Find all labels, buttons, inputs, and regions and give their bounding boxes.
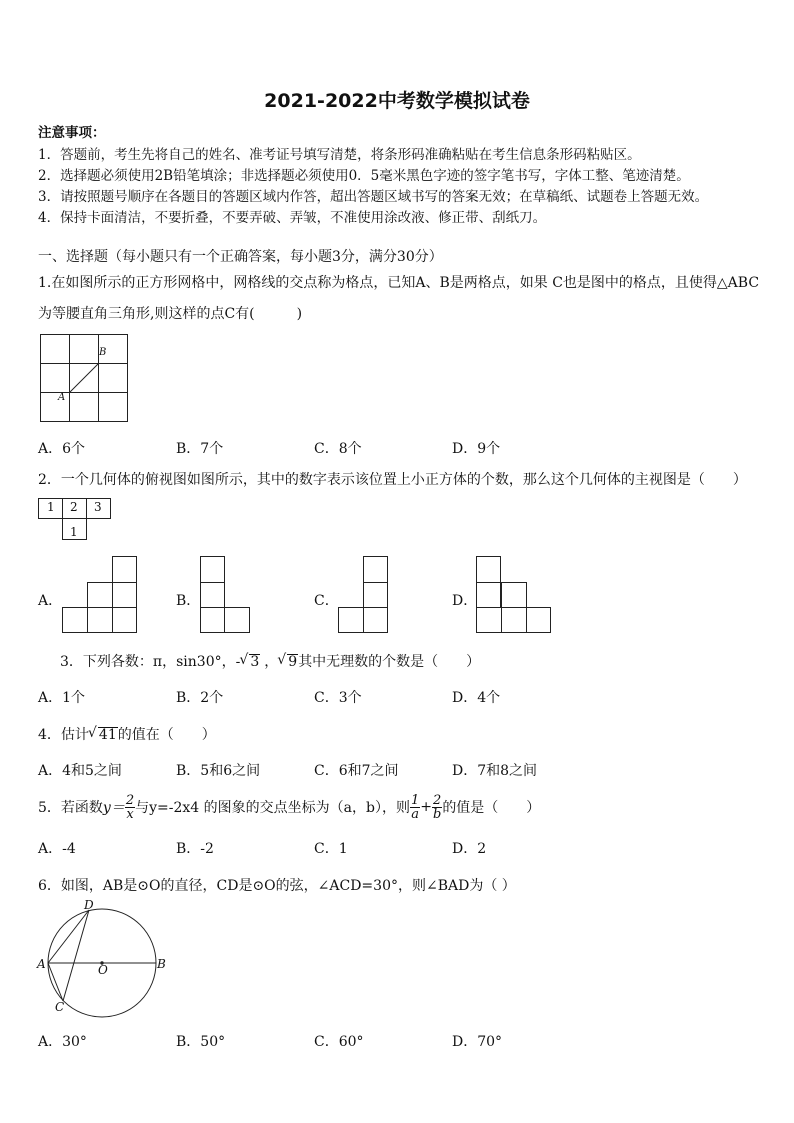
- point-a-label: A: [37, 957, 46, 971]
- point-o-label: O: [98, 963, 108, 977]
- notice-item: 4．保持卡面清洁，不要折叠，不要弄破、弄皱，不准使用涂改液、修正带、刮纸刀。: [38, 210, 547, 226]
- q2-option-c-figure[interactable]: [338, 556, 390, 634]
- q1-option-c[interactable]: C．8个: [314, 441, 362, 457]
- frac-numerator: 2: [433, 792, 442, 808]
- sqrt-3: √ 3: [249, 654, 260, 670]
- q5-option-d[interactable]: D．2: [452, 841, 487, 857]
- q1-option-a[interactable]: A．6个: [38, 441, 86, 457]
- q5-plus: +: [420, 799, 432, 815]
- q6-option-c[interactable]: C．60°: [314, 1034, 364, 1050]
- frac-denominator: x: [126, 806, 134, 822]
- frac-numerator: 2: [125, 792, 135, 808]
- q2-option-b-figure[interactable]: [200, 556, 252, 634]
- notice-heading: 注意事项：: [38, 125, 106, 141]
- q6-option-b[interactable]: B．50°: [176, 1034, 226, 1050]
- q2-text: 2．一个几何体的俯视图如图所示，其中的数字表示该位置上小正方体的个数，那么这个几何体的主视图是（ ）: [38, 472, 747, 488]
- point-c-label: C: [55, 1000, 65, 1014]
- top-view-cell: 1: [70, 525, 78, 539]
- q4-option-d[interactable]: D．7和8之间: [452, 763, 538, 779]
- q6-text: 6．如图，AB是⊙O的直径，CD是⊙O的弦，∠ACD=30°，则∠BAD为（ ）: [38, 878, 516, 894]
- notice-item: 2．选择题必须使用2B铅笔填涂；非选择题必须使用0．5毫米黑色字迹的签字笔书写，字体工整、笔迹清楚。: [38, 168, 690, 184]
- point-a-label: A: [58, 392, 66, 403]
- sqrt-9: √ 9: [287, 654, 298, 670]
- q2-option-d-label[interactable]: D．: [452, 593, 478, 609]
- fraction-2-over-b: [432, 794, 442, 821]
- q3-text: [60, 651, 480, 671]
- q5-y-eq: y＝: [102, 800, 125, 816]
- q1-grid-figure: [40, 334, 130, 424]
- q1-option-b[interactable]: B．7个: [176, 441, 224, 457]
- q1-option-d[interactable]: D．9个: [452, 441, 501, 457]
- q5-text: [38, 788, 540, 826]
- frac-denominator: a: [411, 806, 419, 822]
- q3-option-b[interactable]: B．2个: [176, 690, 224, 706]
- fraction-2-over-x: [125, 794, 135, 821]
- section-heading: 一、选择题（每小题只有一个正确答案，每小题3分，满分30分）: [38, 249, 443, 265]
- q5-option-a[interactable]: A．-4: [38, 841, 76, 857]
- q3-option-c[interactable]: C．3个: [314, 690, 362, 706]
- q2-option-a-label[interactable]: A．: [38, 593, 63, 609]
- q2-option-b-label[interactable]: B．: [176, 593, 201, 609]
- q3-option-a[interactable]: A．1个: [38, 690, 86, 706]
- q5-mid: 与y=-2x4 的图象的交点坐标为（a，b），则: [135, 800, 410, 816]
- q2-option-d-figure[interactable]: [476, 556, 552, 634]
- point-b-label: B: [99, 347, 107, 358]
- q4-option-c[interactable]: C．6和7之间: [314, 763, 399, 779]
- q5-option-c[interactable]: C．1: [314, 841, 348, 857]
- notice-item: 1．答题前，考生先将自己的姓名、准考证号填写清楚，将条形码准确粘贴在考生信息条形码粘贴区。: [38, 147, 641, 163]
- q4-suffix: 的值在（ ）: [117, 727, 216, 743]
- frac-numerator: 1: [410, 792, 420, 808]
- q3-mid: ，: [264, 654, 279, 670]
- q5-suffix: 的值是（ ）: [442, 800, 541, 816]
- top-view-cell: 3: [94, 500, 102, 514]
- q4-prefix: 4．估计: [38, 727, 89, 743]
- q6-option-d[interactable]: D．70°: [452, 1034, 503, 1050]
- q5-prefix: 5．若函数: [38, 800, 103, 816]
- top-view-cell: 1: [47, 500, 55, 514]
- page-title: 2021-2022中考数学模拟试卷: [264, 90, 530, 112]
- q4-option-a[interactable]: A．4和5之间: [38, 763, 122, 779]
- q2-option-c-label[interactable]: C．: [314, 593, 339, 609]
- q2-option-a-figure[interactable]: [62, 556, 138, 634]
- q1-line1: 1.在如图所示的正方形网格中，网格线的交点称为格点，已知A、B是两格点，如果 C也是图中的格点，且使得△ABC: [38, 275, 760, 291]
- frac-denominator: b: [432, 806, 442, 822]
- point-b-label: B: [157, 957, 166, 971]
- q4-text: [38, 724, 216, 744]
- sqrt-41: √ 41: [98, 727, 118, 743]
- q6-circle-figure: [46, 906, 158, 1012]
- q6-option-a[interactable]: A．30°: [38, 1034, 87, 1050]
- point-d-label: D: [84, 898, 94, 912]
- q1-line2: 为等腰直角三角形,则这样的点C有( ): [38, 306, 303, 322]
- fraction-1-over-a: [410, 794, 420, 821]
- q4-option-b[interactable]: B．5和6之间: [176, 763, 261, 779]
- q3-prefix: 3．下列各数：π，sin30°，-: [60, 654, 241, 670]
- q3-option-d[interactable]: D．4个: [452, 690, 501, 706]
- q3-suffix: 其中无理数的个数是（ ）: [298, 654, 481, 670]
- notice-item: 3．请按照题号顺序在各题目的答题区域内作答，超出答题区域书写的答案无效；在草稿纸、试题卷上答题无效。: [38, 189, 709, 205]
- top-view-cell: 2: [70, 500, 78, 514]
- q5-option-b[interactable]: B．-2: [176, 841, 214, 857]
